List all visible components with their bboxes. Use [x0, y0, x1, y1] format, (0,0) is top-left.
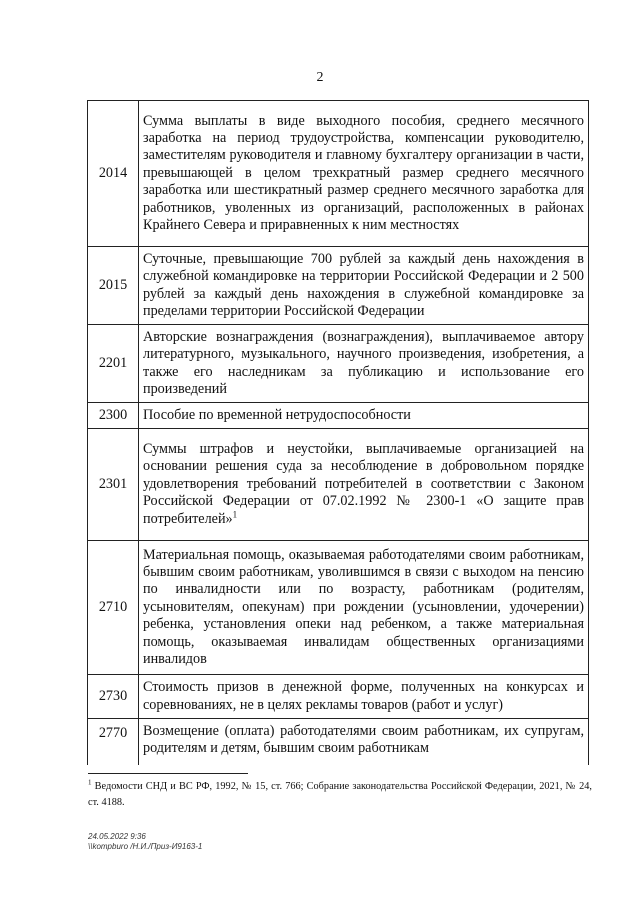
row-code: 2015: [88, 247, 139, 325]
row-description: [139, 429, 589, 541]
footnote-marker: 1: [88, 778, 92, 787]
print-timestamp: 24.05.2022 9:36: [88, 832, 146, 841]
footnote: [88, 779, 592, 810]
row-code: 2300: [88, 403, 139, 429]
table-row: [88, 719, 589, 765]
row-description: Авторские вознаграждения (вознаграждения), выплачиваемое автору литературного, музыкального, научного произведения, изобретения, а также его наследникам за публикацию и использование его произведений: [139, 325, 589, 403]
print-stamp: [88, 832, 202, 852]
row-description: Возмещение (оплата) работодателями своим работникам, их супругам, родителям и детям, бывшим своим работникам: [139, 719, 589, 765]
row-code: 2014: [88, 101, 139, 247]
row-code: 2730: [88, 675, 139, 719]
table-row: [88, 325, 589, 403]
row-code: 2770: [88, 719, 139, 765]
print-path: \\kompburo /Н.И./Приз-И9163-1: [88, 842, 203, 851]
row-description-text: Суммы штрафов и неустойки, выплачиваемые организацией на основании решения суда за несоблюдение в добровольном порядке удовлетворения требований потребителей в соответствии с Законом Российской Федерации от 07.02.1992 № 2300-1 «О защите прав потребителей»: [143, 440, 584, 527]
table-row: [88, 101, 589, 247]
row-description: Сумма выплаты в виде выходного пособия, среднего месячного заработка на период трудоустройства, компенсации руководителю, заместителям руководителя и главному бухгалтеру организации в части, превышающей в целом трехкратный размер среднего месячного заработка или шестикратный размер среднего месячного заработка для работников, уволенных из организаций, расположенных в районах Крайнего Севера и приравненных к ним местностях: [139, 101, 589, 247]
income-codes-table: [87, 100, 589, 765]
table-row: [88, 541, 589, 675]
table-row: [88, 675, 589, 719]
footnote-text: Ведомости СНД и ВС РФ, 1992, № 15, ст. 766; Собрание законодательства Российской Федерации, 2021, № 24, ст. 4188.: [88, 781, 592, 808]
row-code: 2301: [88, 429, 139, 541]
table-row: [88, 403, 589, 429]
row-description: Стоимость призов в денежной форме, полученных на конкурсах и соревнованиях, не в целях рекламы товаров (работ и услуг): [139, 675, 589, 719]
footnote-reference: 1: [232, 508, 238, 519]
page-number: 2: [316, 70, 324, 85]
footnote-divider: [88, 773, 248, 774]
row-description: Суточные, превышающие 700 рублей за каждый день нахождения в служебной командировке на территории Российской Федерации и 2 500 рублей за каждый день нахождения в служебной командировке за пределами территории Российской Федерации: [139, 247, 589, 325]
table-row: [88, 429, 589, 541]
row-code: 2201: [88, 325, 139, 403]
table-row: [88, 247, 589, 325]
row-description: Пособие по временной нетрудоспособности: [139, 403, 589, 429]
row-description: Материальная помощь, оказываемая работодателями своим работникам, бывшим своим работникам, уволившимся в связи с выходом на пенсию по инвалидности или по возрасту, работникам (родителям, усыновителям, опекунам) при рождении (усыновлении, удочерении) ребенка, установления опеки над ребенком, а также материальная помощь, оказываемая инвалидам общественных организациями инвалидов: [139, 541, 589, 675]
row-code: 2710: [88, 541, 139, 675]
